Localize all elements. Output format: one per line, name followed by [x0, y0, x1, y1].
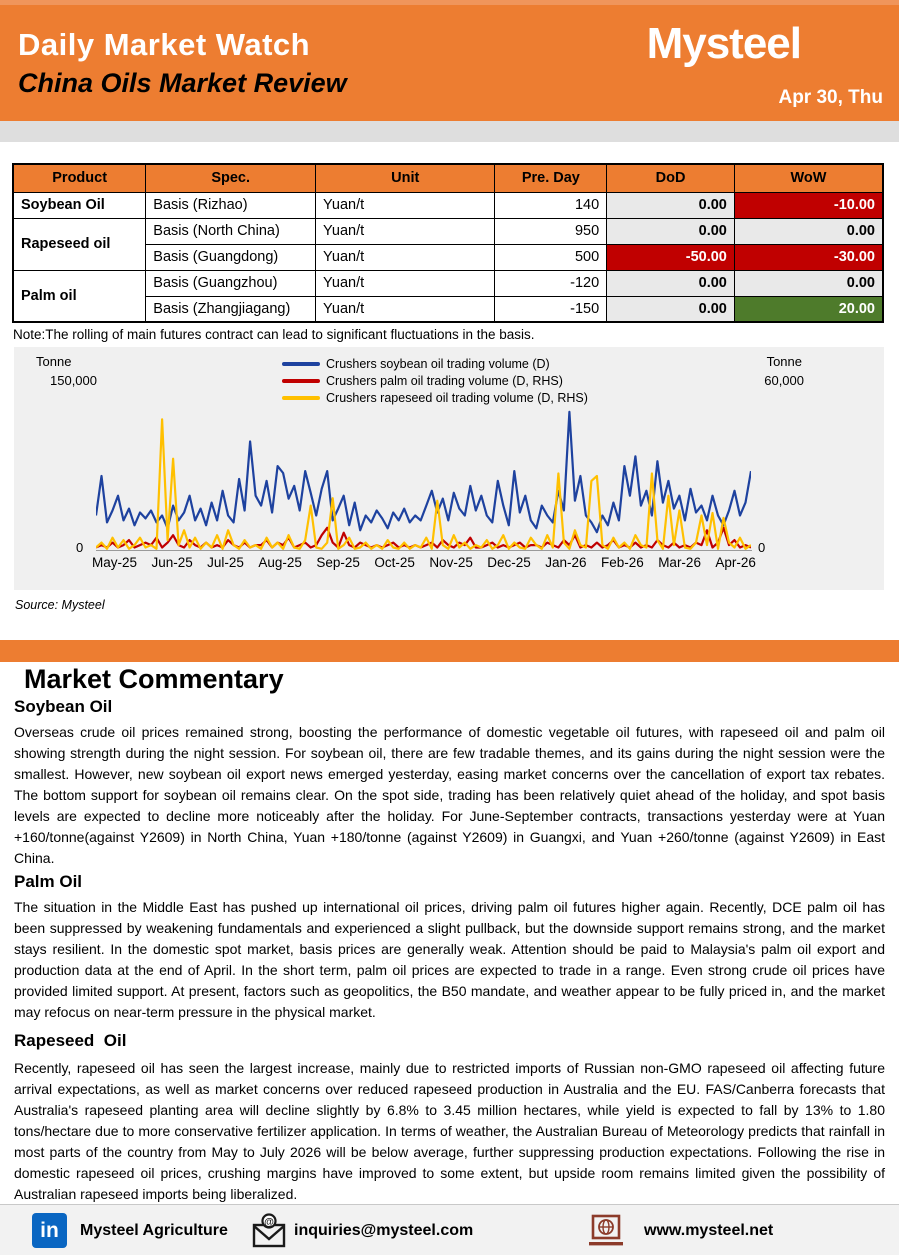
- contact-footer: [0, 1204, 899, 1255]
- report-date: Apr 30, Thu: [778, 87, 883, 108]
- left-axis-unit: Tonne: [36, 354, 72, 369]
- trading-volume-chart: [14, 347, 884, 590]
- website-url[interactable]: www.mysteel.net: [644, 1221, 774, 1239]
- x-axis-label: May-25: [92, 555, 138, 570]
- legend-swatch: [282, 362, 320, 366]
- legend-item: [282, 374, 588, 388]
- report-header: [0, 0, 899, 121]
- x-axis-label: Feb-26: [600, 555, 644, 570]
- wow-cell: 0.00: [734, 270, 883, 296]
- website-icon: [585, 1214, 627, 1248]
- x-axis-label: Jan-26: [545, 555, 587, 570]
- dod-cell: 0.00: [607, 218, 735, 244]
- unit-cell: Yuan/t: [316, 218, 495, 244]
- wow-cell: -30.00: [734, 244, 883, 270]
- table-row: [13, 192, 883, 218]
- legend-item: [282, 357, 588, 371]
- x-axis-labels: [92, 555, 756, 570]
- left-axis-max: 150,000: [50, 373, 97, 388]
- legend-swatch: [282, 396, 320, 400]
- basis-table: [12, 163, 884, 323]
- x-axis-label: Sep-25: [316, 555, 360, 570]
- spec-cell: Basis (Zhangjiagang): [146, 296, 316, 322]
- product-cell: Palm oil: [13, 270, 146, 322]
- dod-cell: 0.00: [607, 192, 735, 218]
- table-note: Note:The rolling of main futures contract can lead to significant fluctuations in the basis.: [13, 327, 535, 342]
- email-address[interactable]: inquiries@mysteel.com: [294, 1221, 474, 1239]
- col-header-wow: WoW: [734, 164, 883, 192]
- product-cell: Rapeseed oil: [13, 218, 146, 270]
- soybean-heading: Soybean Oil: [14, 697, 113, 716]
- x-axis-label: Dec-25: [487, 555, 531, 570]
- soybean-paragraph: Overseas crude oil prices remained strong, boosting the performance of domestic vegetable oil futures, with rapeseed oil and palm oil showing strength during the night session. For soybean oil, there are few tradable themes, and its gains during the night session were the smallest. However, new soybean oil export news emerged yesterday, easing market concerns over the cancellation of export tax rebates. The bottom support for soybean oil remains clear. On the spot side, trading has been relatively quiet ahead of the holiday, and spot basis levels are expected to decline more noticeably after the holiday. For June-September contracts, transactions yesterday were at Yuan +160/tonne(against Y2609) in North China, Yuan +180/tonne (against Y2609) in Guangxi, and Yuan +260/tonne (against Y2609) in East China.: [14, 724, 885, 866]
- right-axis-max: 60,000: [764, 373, 804, 388]
- x-axis-label: Nov-25: [429, 555, 473, 570]
- x-axis-label: Mar-26: [658, 555, 701, 570]
- unit-cell: Yuan/t: [316, 244, 495, 270]
- table-header-row: [13, 164, 883, 192]
- col-header-spec: Spec.: [146, 164, 316, 192]
- preday-cell: 950: [495, 218, 607, 244]
- col-header-dod: DoD: [607, 164, 735, 192]
- legend-swatch: [282, 379, 320, 383]
- dod-cell: 0.00: [607, 270, 735, 296]
- col-header-product: Product: [13, 164, 146, 192]
- legend-label: Crushers soybean oil trading volume (D): [326, 357, 550, 371]
- source-note: Source: Mysteel: [15, 598, 105, 612]
- x-axis-label: Aug-25: [258, 555, 302, 570]
- report-title: Daily Market Watch: [18, 27, 311, 62]
- x-axis-label: Oct-25: [374, 555, 415, 570]
- dod-cell: 0.00: [607, 296, 735, 322]
- product-cell: Soybean Oil: [13, 192, 146, 218]
- preday-cell: -120: [495, 270, 607, 296]
- series-line: [96, 419, 751, 549]
- palm-heading: Palm Oil: [14, 872, 83, 891]
- linkedin-icon[interactable]: in: [32, 1213, 67, 1248]
- x-axis-label: Apr-26: [715, 555, 756, 570]
- wow-cell: 0.00: [734, 218, 883, 244]
- chart-plot-area: [96, 402, 751, 550]
- spec-cell: Basis (North China): [146, 218, 316, 244]
- legend-label: Crushers palm oil trading volume (D, RHS): [326, 374, 563, 388]
- spec-cell: Basis (Rizhao): [146, 192, 316, 218]
- col-header-unit: Unit: [316, 164, 495, 192]
- table-row: [13, 270, 883, 296]
- table-row: [13, 218, 883, 244]
- unit-cell: Yuan/t: [316, 192, 495, 218]
- rapeseed-heading: Rapeseed Oil: [14, 1031, 127, 1050]
- x-axis-line: [96, 550, 752, 551]
- wow-cell: -10.00: [734, 192, 883, 218]
- legend-label: Crushers rapeseed oil trading volume (D, RHS): [326, 391, 588, 405]
- linkedin-label[interactable]: Mysteel Agriculture: [80, 1221, 228, 1239]
- left-axis-min: 0: [76, 540, 84, 555]
- palm-paragraph: The situation in the Middle East has pushed up international oil prices, driving palm oil futures higher again. Recently, DCE palm oil has been suppressed by weakening fundamentals and experienced a slight pullback, but the downside support remains strong, and the market stays resilient. In the domestic spot market, basis prices are generally weak. Attention should be paid to Malaysia's palm oil export and production data at the end of April. In the short term, palm oil prices are expected to trade in a range. Even strong crude oil prices have provided limited support. At present, factors such as geopolitics, the B50 mandate, and weather appear to be fully priced in, and the market may refocus on near-term pressure in the physical market.: [14, 899, 885, 1020]
- x-axis-label: Jun-25: [151, 555, 193, 570]
- report-subtitle: China Oils Market Review: [18, 68, 347, 98]
- right-axis-unit: Tonne: [766, 354, 802, 369]
- unit-cell: Yuan/t: [316, 296, 495, 322]
- commentary-title: Market Commentary: [24, 664, 284, 694]
- mysteel-logo: Mysteel: [646, 19, 801, 68]
- email-icon: [250, 1212, 288, 1250]
- svg-text:@: @: [264, 1217, 274, 1228]
- wow-cell: 20.00: [734, 296, 883, 322]
- right-axis-min: 0: [758, 540, 766, 555]
- chart-legend: [282, 357, 588, 405]
- preday-cell: 140: [495, 192, 607, 218]
- spec-cell: Basis (Guangdong): [146, 244, 316, 270]
- col-header-preday: Pre. Day: [495, 164, 607, 192]
- spec-cell: Basis (Guangzhou): [146, 270, 316, 296]
- x-axis-label: Jul-25: [207, 555, 244, 570]
- preday-cell: -150: [495, 296, 607, 322]
- rapeseed-paragraph: Recently, rapeseed oil has seen the largest increase, mainly due to restricted imports of Russian non-GMO rapeseed oil affecting future arrival expectations, as well as market concerns over reduced rapeseed production in Australia and the EU. FAS/Canberra forecasts that Australia's rapeseed planting area will decline slightly by 6.8% to 3.45 million hectares, while yield is expected to fall by 13% to 1.80 tons/hectare due to more conservative fertilizer application. In terms of weather, the Australian Bureau of Meteorology predicts that rainfall in most parts of the country from May to July 2026 will be below average, further suppressing production expectations. Following the rise in domestic rapeseed oil prices, crushing margins have improved to some extent, but upside room remains limited given the possibility of Australian rapeseed imports being liberalized.: [14, 1060, 885, 1202]
- preday-cell: 500: [495, 244, 607, 270]
- unit-cell: Yuan/t: [316, 270, 495, 296]
- section-divider-bar: [0, 640, 899, 662]
- header-divider: [0, 121, 899, 142]
- series-line: [96, 412, 751, 532]
- dod-cell: -50.00: [607, 244, 735, 270]
